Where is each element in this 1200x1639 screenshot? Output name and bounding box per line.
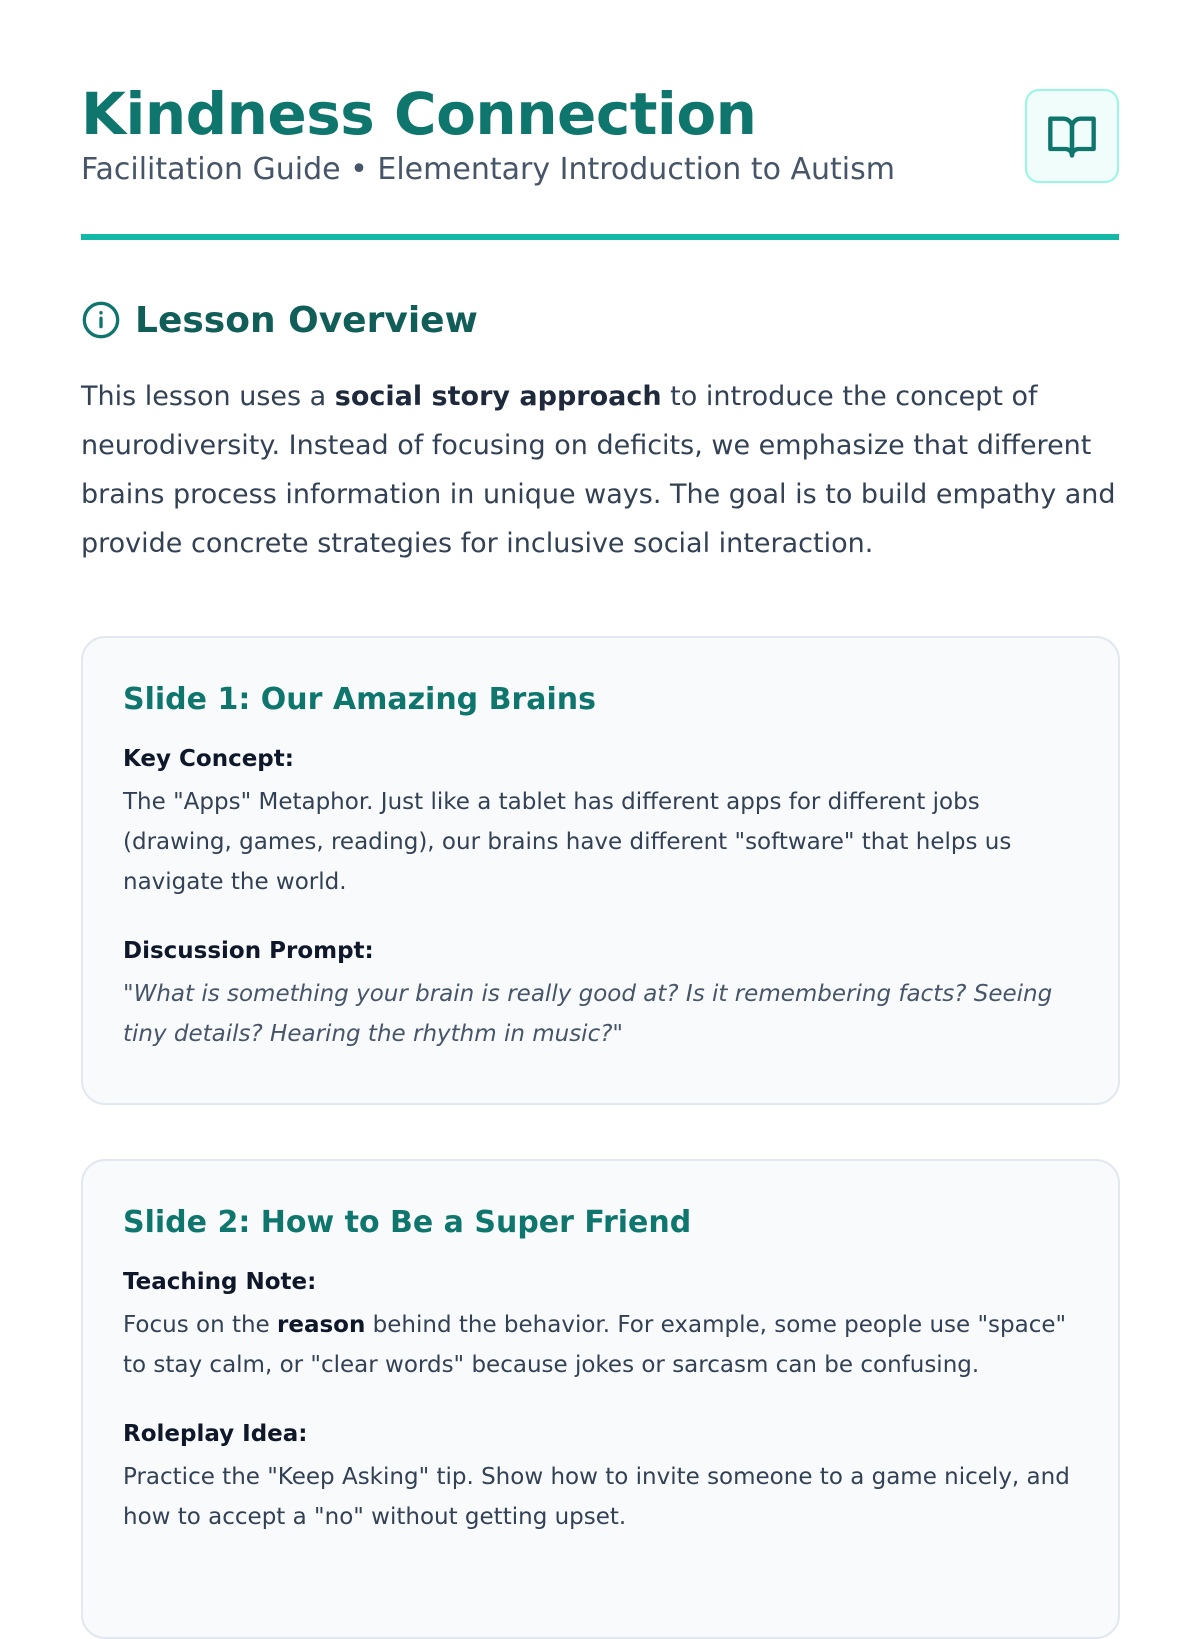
key-concept-text: The "Apps" Metaphor. Just like a tablet has different apps for different jobs (drawing, games, reading), our brains have different "software" that helps us navigate the world.: [123, 789, 1012, 895]
roleplay-idea-text: Practice the "Keep Asking" tip. Show how to invite someone to a game nicely, and how to accept a "no" without getting upset.: [123, 1464, 1070, 1530]
slide-1-title: Slide 1: Our Amazing Brains: [123, 682, 596, 717]
overview-heading: [81, 296, 478, 344]
info-icon: [81, 300, 121, 340]
book-button[interactable]: [1025, 89, 1119, 183]
slide-card-1: [81, 636, 1120, 1105]
discussion-prompt-text: "What is something your brain is really good at? Is it remembering facts? Seeing tiny details? Hearing the rhythm in music?": [123, 981, 1053, 1047]
slide-card-2: [81, 1159, 1120, 1639]
key-concept-label: Key Concept:: [123, 746, 294, 772]
overview-text: [81, 372, 1121, 568]
overview-title: Lesson Overview: [135, 299, 478, 341]
slide-2-title: Slide 2: How to Be a Super Friend: [123, 1205, 692, 1240]
teaching-note-text: [123, 1305, 1078, 1385]
page-title: Kindness Connection: [81, 80, 757, 148]
overview-text-bold: social story approach: [334, 381, 662, 412]
roleplay-idea-label: Roleplay Idea:: [123, 1421, 308, 1447]
overview-text-end: to introduce the concept of neurodiversity. Instead of focusing on deficits, we emphasize that different brains process information in unique ways. The goal is to build empathy and provide concrete strategies for inclusive social interaction.: [81, 381, 1116, 559]
teaching-note-label: Teaching Note:: [123, 1269, 317, 1295]
overview-text-start: This lesson uses a: [81, 381, 335, 412]
teaching-note-start: Focus on the: [123, 1312, 278, 1338]
book-open-icon: [1046, 110, 1098, 162]
discussion-prompt-label: Discussion Prompt:: [123, 938, 374, 964]
header: [81, 0, 1119, 240]
page-subtitle: Facilitation Guide • Elementary Introduction to Autism: [81, 152, 895, 187]
teaching-note-bold: reason: [277, 1312, 366, 1338]
teaching-note-end: behind the behavior. For example, some people use "space" to stay calm, or "clear words" because jokes or sarcasm can be confusing.: [123, 1312, 1067, 1378]
